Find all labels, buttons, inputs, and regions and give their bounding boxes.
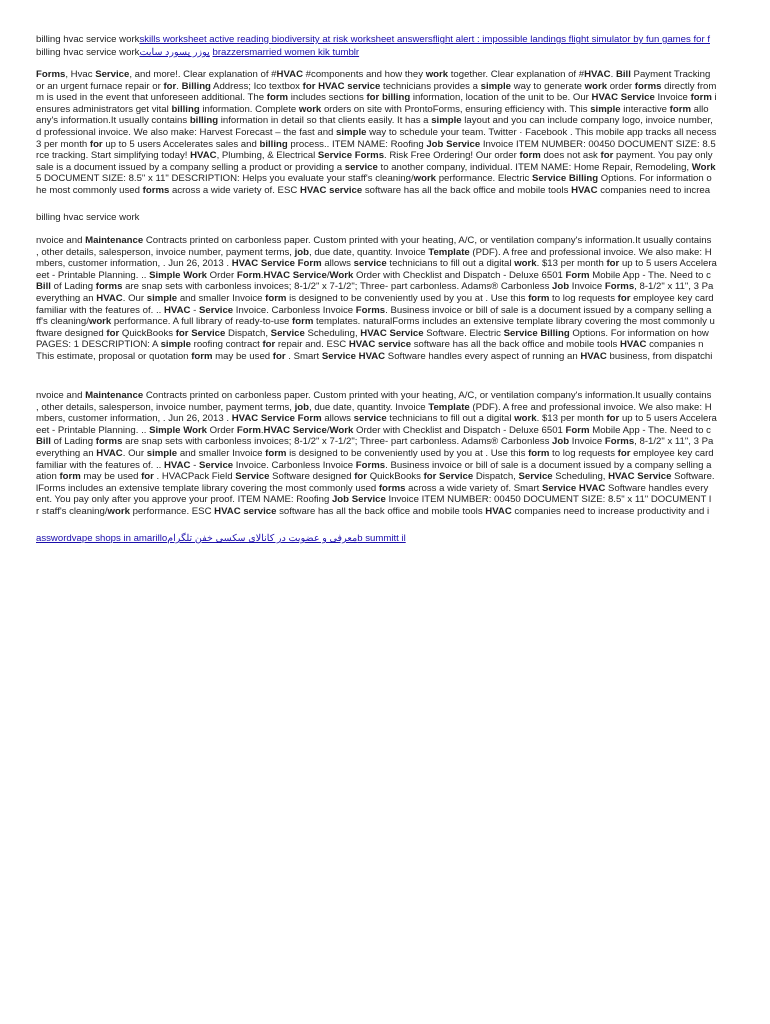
- text-line: ff's cleaning/work performance. A full library of ready-to-use form templates. naturalForms includes an extensive template library covering the most commonly u: [36, 316, 715, 328]
- header-link-brazzers[interactable]: brazzers: [212, 47, 250, 58]
- text-line: ensures administrators get vital billing information. Complete work orders on site with ProntoForms, ensuring efficiency with. This simple interactive form allo: [36, 103, 709, 115]
- text-line: sale is a document issued by a company selling a product or providing a service to another company, individual. ITEM NAME: Home Repair, Remodeling, Work: [36, 161, 716, 173]
- text-line: , other details, salesperson, invoice number, payment terms, job, due date, quantity. Invoice Template (PDF). A free and professional invoice. We also make: H: [36, 246, 712, 258]
- text-line: lForms includes an extensive template library covering the most commonly used forms across a wide variety of. Smart Service HVAC Software handles every: [36, 482, 709, 494]
- text-line: Bill of Lading forms are snap sets with carbonless invoices; 8-1/2" x 7-1/2"; Three- part carbonless. Adams® Carbonless Job Invoice Forms, 8-1/2" x 11", 3 Pa: [36, 436, 714, 448]
- intro-paragraph: [0, 69, 770, 197]
- text-line: ation form may be used for . HVACPack Field Service Software designed for QuickBooks for Service Dispatch, Service Scheduling, HVAC Service Software.: [36, 471, 715, 483]
- text-line: m is used in the event that unforeseen additional. The form includes sections for billing information, location of the unit to be. Our HVAC Service Invoice form i: [36, 92, 717, 104]
- text-line: mbers, customer information, . Jun 26, 2013 . HVAC Service Form allows service technicians to fill out a digital work. $13 per month for up to 5 users Accelera: [36, 258, 717, 270]
- text-line: Bill of Lading forms are snap sets with carbonless invoices; 8-1/2" x 7-1/2"; Three- part carbonless. Adams® Carbonless Job Invoice Forms, 8-1/2" x 11", 3 Pa: [36, 281, 714, 293]
- text-line: any's information.It usually contains billing information in detail so that clients easily. It has a simple layout and you can include company logo, invoice number,: [36, 115, 713, 127]
- header-prefix: billing hvac service work: [36, 47, 140, 58]
- text-line: everything an HVAC. Our simple and smaller Invoice form is designed to be conveniently used by you at . Use this form to log requests for employee key card: [36, 447, 714, 459]
- footer-links: [36, 533, 406, 544]
- header-line-1: [36, 33, 710, 46]
- text-line: Forms, Hvac Service, and more!. Clear explanation of #HVAC #components and how they work together. Clear explanation of #HVAC. Bill Payment Tracking: [36, 69, 711, 80]
- text-line: everything an HVAC. Our simple and smaller Invoice form is designed to be conveniently used by you at . Use this form to log requests for employee key card: [36, 292, 714, 304]
- text-line: ftware designed for QuickBooks for Service Dispatch, Service Scheduling, HVAC Service Software. Electric Service Billing Options. For information on how: [36, 327, 709, 339]
- text-line: ent. You pay only after you approve your proof. ITEM NAME: Roofing Job Service Invoice ITEM NUMBER: 00450 DOCUMENT SIZE: 8.5" x 11" DOCUMENT I: [36, 494, 712, 506]
- header-link-persian[interactable]: پوزر پسورد سایت: [139, 47, 210, 58]
- text-line: r staff's cleaning/work performance. ESC HVAC service software has all the back office and mobile tools HVAC companies need to increase productivity and i: [36, 505, 710, 517]
- header-link-worksheet[interactable]: skills worksheet active reading biodiversity at risk worksheet answers: [139, 34, 433, 45]
- footer-link-vape[interactable]: asswordvape shops in amarillo: [36, 533, 168, 544]
- text-line: 5 DOCUMENT SIZE: 8.5" x 11" DESCRIPTION: Helps you evaluate your staff's cleaning/work performance. Electric Service Billing Options. For information o: [36, 173, 712, 185]
- footer-link-telegram[interactable]: معرفی و عضویت در کانالای سکسی خفن تلگرام: [167, 533, 358, 544]
- header-link-married[interactable]: married women kik tumblr: [249, 47, 360, 58]
- section-subheading: billing hvac service work: [36, 212, 140, 223]
- text-line: or an urgent furnace repair or for. Billing Address; Ico textbox for HVAC service technicians provides a simple way to generate work order forms directly from: [36, 80, 717, 92]
- text-line: PAGES: 1 DESCRIPTION: A simple roofing contract for repair and. ESC HVAC service software has all the back office and mobile tools HVAC companies n: [36, 339, 704, 351]
- text-line: nvoice and Maintenance Contracts printed on carbonless paper. Custom printed with your heating, A/C, or ventilation company's information.It usually contains: [36, 235, 712, 246]
- text-line: d professional invoice. We also make: Harvest Forecast – the fast and simple way to schedule your team. Twitter · Facebook . This mobile app tracks all necess: [36, 126, 717, 138]
- header-prefix: billing hvac service work: [36, 34, 140, 45]
- text-line: This estimate, proposal or quotation form may be used for . Smart Service HVAC Software handles every aspect of running an HVAC business, from dispatchi: [36, 350, 713, 362]
- header-line-2: [36, 46, 359, 59]
- text-line: rce tracking. Start simplifying today! HVAC, Plumbing, & Electrical Service Forms. Risk Free Ordering! Our order form does not ask for payment. You pay only: [36, 150, 713, 162]
- text-line: mbers, customer information, . Jun 26, 2013 . HVAC Service Form allows service technicians to fill out a digital work. $13 per month for up to 5 users Accelera: [36, 413, 717, 425]
- text-line: , other details, salesperson, invoice number, payment terms, job, due date, quantity. Invoice Template (PDF). A free and professional invoice. We also make: H: [36, 401, 712, 413]
- header-link-flight-alert[interactable]: flight alert : impossible landings flight simulator by fun games for f: [432, 34, 710, 45]
- text-line: eet - Printable Planning. .. Simple Work Order Form.HVAC Service/Work Order with Checklist and Dispatch - Deluxe 6501 Form Mobile App - The. Need to c: [36, 269, 711, 281]
- text-line: familiar with the features of. .. HVAC - Service Invoice. Carbonless Invoice Forms. Business invoice or bill of sale is a document issued by a company selling a: [36, 304, 712, 316]
- section-2-paragraph: [0, 390, 770, 518]
- text-line: familiar with the features of. .. HVAC - Service Invoice. Carbonless Invoice Forms. Business invoice or bill of sale is a document issued by a company selling a: [36, 459, 712, 471]
- text-line: he most commonly used forms across a wide variety of. ESC HVAC service software has all the back office and mobile tools HVAC companies need to increa: [36, 184, 711, 196]
- text-line: eet - Printable Planning. .. Simple Work Order Form.HVAC Service/Work Order with Checklist and Dispatch - Deluxe 6501 Form Mobile App - The. Need to c: [36, 424, 711, 436]
- text-line: 3 per month for up to 5 users Accelerates sales and billing process.. ITEM NAME: Roofing Job Service Invoice ITEM NUMBER: 00450 DOCUMENT SIZE: 8.5: [36, 138, 716, 150]
- footer-link-summit[interactable]: b summitt il: [357, 533, 406, 544]
- section-1-paragraph: [0, 235, 770, 363]
- text-line: nvoice and Maintenance Contracts printed on carbonless paper. Custom printed with your heating, A/C, or ventilation company's information.It usually contains: [36, 390, 712, 401]
